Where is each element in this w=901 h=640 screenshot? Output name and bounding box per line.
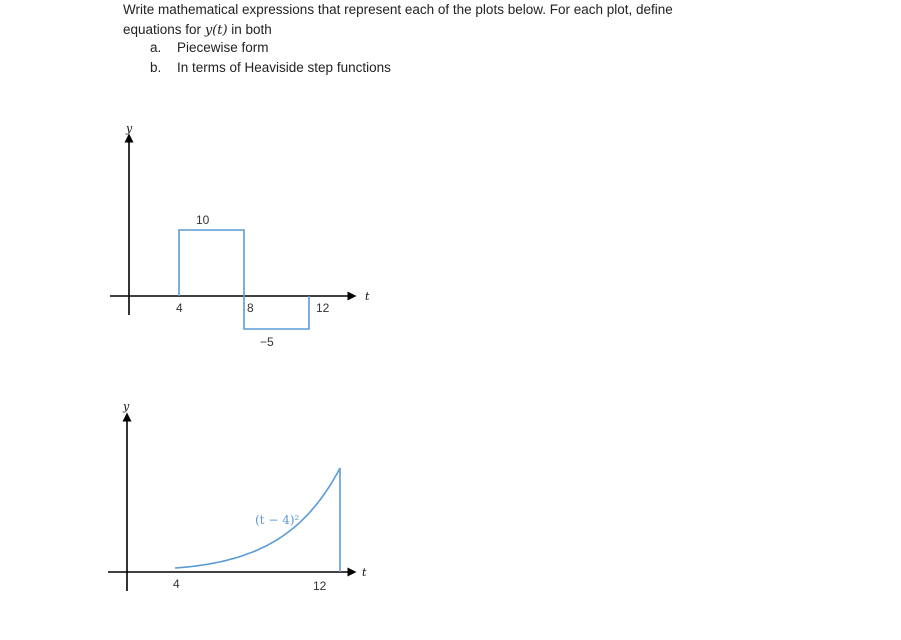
list-item-b-label: b. — [150, 60, 162, 75]
plot-2-y-axis-label: y — [123, 400, 130, 413]
plot-1-label-12: 12 — [316, 301, 330, 315]
plot-1-label-10: 10 — [196, 213, 210, 227]
list-item-a-text: Piecewise form — [177, 40, 269, 55]
plot-1-label-4: 4 — [176, 301, 183, 315]
question-line-2-end: in both — [227, 22, 272, 37]
plot-1-label-8: 8 — [247, 301, 254, 315]
plot-2-label-12: 12 — [313, 579, 327, 593]
plot-2-formula-label: (t − 4)² — [255, 513, 300, 527]
plot-2-label-4: 4 — [173, 577, 180, 591]
plot-1-t-axis-label: t — [365, 290, 370, 303]
plot-1-pulse-line — [179, 230, 309, 329]
plot-1 — [110, 122, 370, 349]
plot-2 — [108, 400, 367, 593]
plot-1-label-neg5: −5 — [260, 335, 274, 349]
list-item-b-text: In terms of Heaviside step functions — [177, 60, 391, 75]
list-item-a-label: a. — [150, 40, 162, 55]
question-line-2-math: y(t) — [204, 23, 228, 38]
plot-1-y-axis-label: y — [126, 122, 133, 135]
question-line-2-start: equations for — [123, 22, 205, 37]
question-line-1: Write mathematical expressions that represent each of the plots below. For each plot, define — [123, 2, 673, 17]
plot-2-t-axis-label: t — [362, 566, 367, 579]
